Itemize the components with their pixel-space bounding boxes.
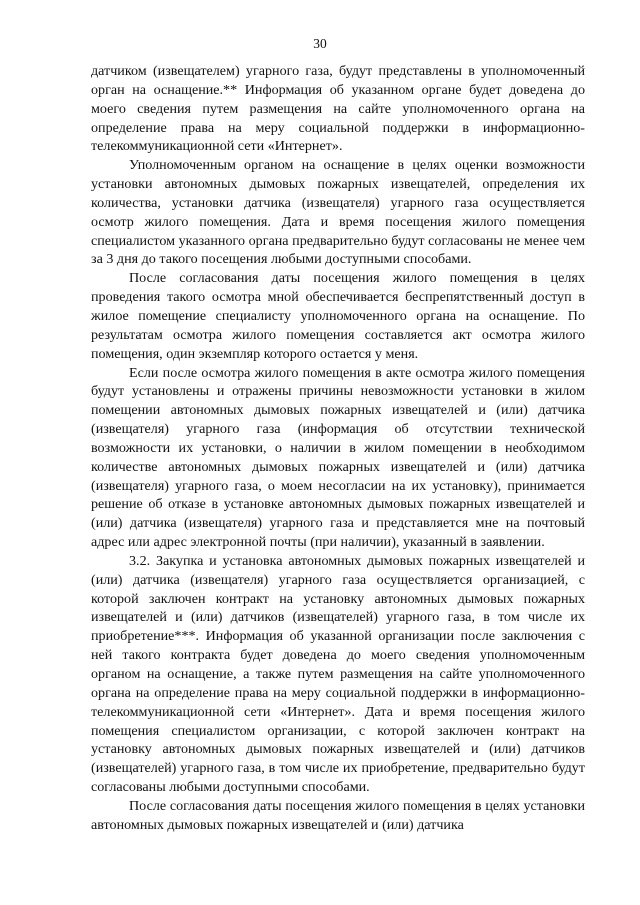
paragraph-continuation: датчиком (извещателем) угарного газа, будут представлены в уполномоченный орган на оснащение.** Информация об указанном органе будет доведена до моего сведения путем размещения на сайте уполномоченного органа на определение права на меру социальной поддержки в информационно-телекоммуникационной сети «Интернет». — [91, 63, 585, 155]
paragraph-access: После согласования даты посещения жилого помещения в целях проведения такого осмотра мной обеспечивается беспрепятственный доступ в жилое помещение специалисту уполномоченного органа на оснащение. По результатам осмотра жилого помещения составляется акт осмотра жилого помещения, один экземпляр которого остается у меня. — [91, 270, 585, 362]
paragraph-installation: После согласования даты посещения жилого помещения в целях установки автономных дымовых пожарных извещателей и (или) датчика — [91, 797, 585, 833]
page-number: 30 — [313, 36, 327, 51]
paragraph-inspection: Уполномоченным органом на оснащение в целях оценки возможности установки автономных дымовых пожарных извещателей, определения их количества, установки датчика (извещателя) угарного газа осуществляется осмотр жилого помещения. Дата и время посещения жилого помещения специалистом указанного органа предварительно будут согласованы не менее чем за 3 дня до такого посещения любыми доступными способами. — [91, 157, 585, 268]
document-body — [91, 62, 585, 835]
paragraph-refusal: Если после осмотра жилого помещения в акте осмотра жилого помещения будут установлены и отражены причины невозможности установки в жилом помещении автономных дымовых пожарных извещателей и (или) датчика (извещателя) угарного газа (информация об отсутствии технической возможности их установки, о наличии в жилом помещении в необходимом количестве автономных дымовых пожарных извещателей и (или) датчика (извещателя) угарного газа, о моем несогласии на их установку), принимается решение об отказе в установке автономных дымовых пожарных извещателей и (или) датчика (извещателя) угарного газа и представляется мне на почтовый адрес или адрес электронной почты (при наличии), указанный в заявлении. — [91, 364, 585, 551]
paragraph-section-3-2: 3.2. Закупка и установка автономных дымовых пожарных извещателей и (или) датчика (извещателя) угарного газа осуществляется организацией, с которой заключен контракт на установку автономных дымовых пожарных извещателей и (или) датчиков (извещателей) угарного газа, в том числе их приобретение***. Информация об указанной организации после заключения с ней такого контракта будет доведена до моего сведения уполномоченным органом на оснащение, а также путем размещения на сайте уполномоченного органа на определение права на меру социальной поддержки в информационно-телекоммуникационной сети «Интернет». Дата и время посещения жилого помещения специалистом организации, с которой заключен контракт на установку автономных дымовых пожарных извещателей и (или) датчиков (извещателей) угарного газа, в том числе их приобретение, предварительно будут согласованы любыми доступными способами. — [91, 552, 585, 796]
